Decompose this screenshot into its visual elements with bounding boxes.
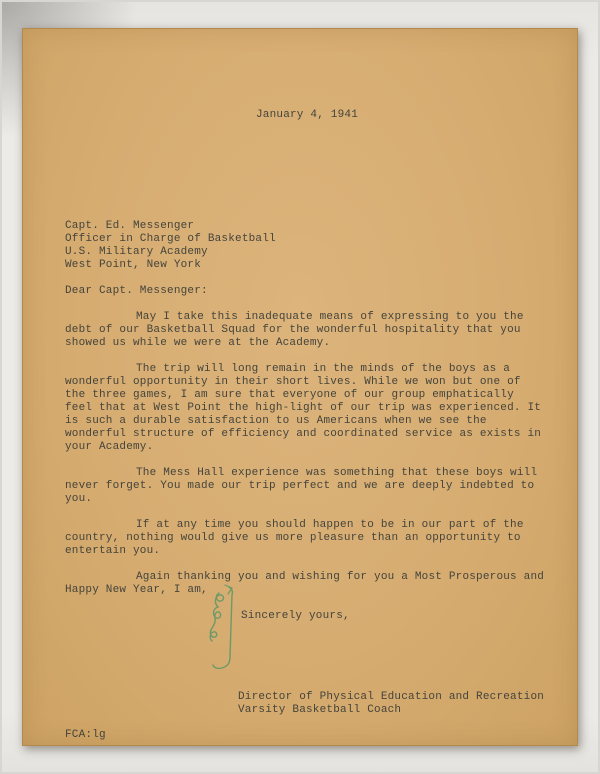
body-paragraph: Again thanking you and wishing for you a Most Prosperous and Happy New Year, I am, [65, 571, 545, 596]
recipient-address [65, 220, 543, 272]
signature-title-line: Varsity Basketball Coach [238, 704, 402, 716]
recipient-location: West Point, New York [65, 259, 202, 271]
body-paragraph: The Mess Hall experience was something that these boys will never forget. You made our trip perfect and we are deeply indebted to you. [65, 467, 538, 505]
letter-date: January 4, 1941 [256, 109, 359, 121]
salutation: Dear Capt. Messenger: [65, 285, 208, 297]
body-paragraph: The trip will long remain in the minds of the boys as a wonderful opportunity in their short lives. While we won but one of the three games, I am sure that everyone of our group emphatically feel that at West Point the high-light of our trip was experienced. It is such a durable satisfaction to us Americans when we see the wonderful structure of efficiency and coordinated service as exists in your Academy. [65, 363, 542, 453]
signature-block [238, 691, 543, 717]
body-paragraph: If at any time you should happen to be in our part of the country, nothing would give us more pleasure than an opportunity to entertain you. [65, 519, 524, 557]
closing: Sincerely yours, [241, 610, 350, 622]
recipient-title: Officer in Charge of Basketball [65, 233, 276, 245]
recipient-name: Capt. Ed. Messenger [65, 220, 195, 232]
body-paragraph: May I take this inadequate means of expressing to you the debt of our Basketball Squad for the wonderful hospitality that you showed us while we were at the Academy. [65, 311, 524, 349]
letter-document [22, 28, 578, 746]
recipient-organization: U.S. Military Academy [65, 246, 208, 258]
typist-initials: FCA:lg [65, 729, 106, 741]
signature-title-line: Director of Physical Education and Recreation [238, 691, 545, 703]
